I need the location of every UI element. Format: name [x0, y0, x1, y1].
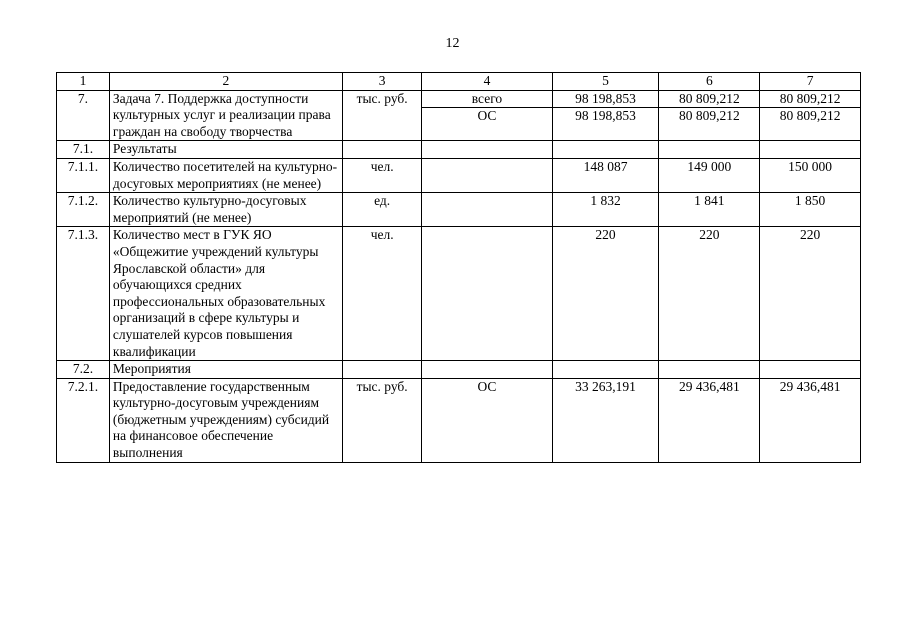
table-row: [57, 193, 861, 227]
page-number: 12: [445, 36, 460, 51]
table-row: [57, 227, 861, 361]
row-value-5: 33 263,191: [552, 378, 659, 462]
value-total: 80 809,212: [678, 90, 740, 106]
row-value-5: 1 832: [552, 193, 659, 227]
row-value-7: 150 000: [760, 158, 861, 192]
row-number: 7.: [57, 90, 110, 141]
table-row: [57, 378, 861, 462]
row-unit: тыс. руб.: [342, 378, 421, 462]
row-number: 7.1.1.: [57, 158, 110, 192]
row-name: Результаты: [109, 141, 342, 159]
row-source: ОС: [422, 378, 552, 462]
row-name: Мероприятия: [109, 361, 342, 379]
table-row: [57, 90, 861, 141]
row-unit: тыс. руб.: [342, 90, 421, 141]
header-cell: 7: [760, 73, 861, 91]
row-value-7: 29 436,481: [760, 378, 861, 462]
row-value-5: [552, 90, 659, 141]
header-cell: 5: [552, 73, 659, 91]
row-unit: чел.: [342, 227, 421, 361]
value-total: 80 809,212: [779, 90, 841, 106]
row-number: 7.1.2.: [57, 193, 110, 227]
row-name: Предоставление государственным культурно-досуговым учреждениям (бюджетным учреждениям) субсидий на финансовое обеспечение выполнения: [109, 378, 342, 462]
row-number: 7.1.: [57, 141, 110, 159]
value-os: 80 809,212: [760, 107, 860, 125]
row-value-7: 220: [760, 227, 861, 361]
row-value-7: 1 850: [760, 193, 861, 227]
row-value-5: 148 087: [552, 158, 659, 192]
row-value-5: 220: [552, 227, 659, 361]
row-name: Количество культурно-досуговых мероприятий (не менее): [109, 193, 342, 227]
row-number: 7.2.1.: [57, 378, 110, 462]
table-header-row: [57, 73, 861, 91]
table-row: [57, 141, 861, 159]
row-name: Количество посетителей на культурно-досуговых мероприятиях (не менее): [109, 158, 342, 192]
header-cell: 3: [342, 73, 421, 91]
row-number: 7.2.: [57, 361, 110, 379]
indicators-table: [56, 72, 861, 463]
row-value-6: [659, 90, 760, 141]
table-row: [57, 158, 861, 192]
row-name: Количество мест в ГУК ЯО «Общежитие учреждений культуры Ярославской области» для обучающихся средних профессиональных образовательных организаций в сфере культуры и слушателей курсов повышения квалификации: [109, 227, 342, 361]
row-unit: чел.: [342, 158, 421, 192]
row-name: Задача 7. Поддержка доступности культурных услуг и реализации права граждан на свободу творчества: [109, 90, 342, 141]
row-value-7: [760, 90, 861, 141]
row-value-6: 220: [659, 227, 760, 361]
row-value-6: 29 436,481: [659, 378, 760, 462]
row-unit: ед.: [342, 193, 421, 227]
header-cell: 1: [57, 73, 110, 91]
value-total: 98 198,853: [575, 90, 636, 106]
table-row: [57, 361, 861, 379]
row-source: [422, 90, 552, 141]
header-cell: 2: [109, 73, 342, 91]
header-cell: 4: [422, 73, 552, 91]
source-total: всего: [471, 90, 503, 106]
value-os: 80 809,212: [659, 107, 759, 125]
row-value-6: 1 841: [659, 193, 760, 227]
row-number: 7.1.3.: [57, 227, 110, 361]
row-value-6: 149 000: [659, 158, 760, 192]
value-os: 98 198,853: [553, 107, 659, 125]
source-os: ОС: [422, 107, 551, 125]
header-cell: 6: [659, 73, 760, 91]
